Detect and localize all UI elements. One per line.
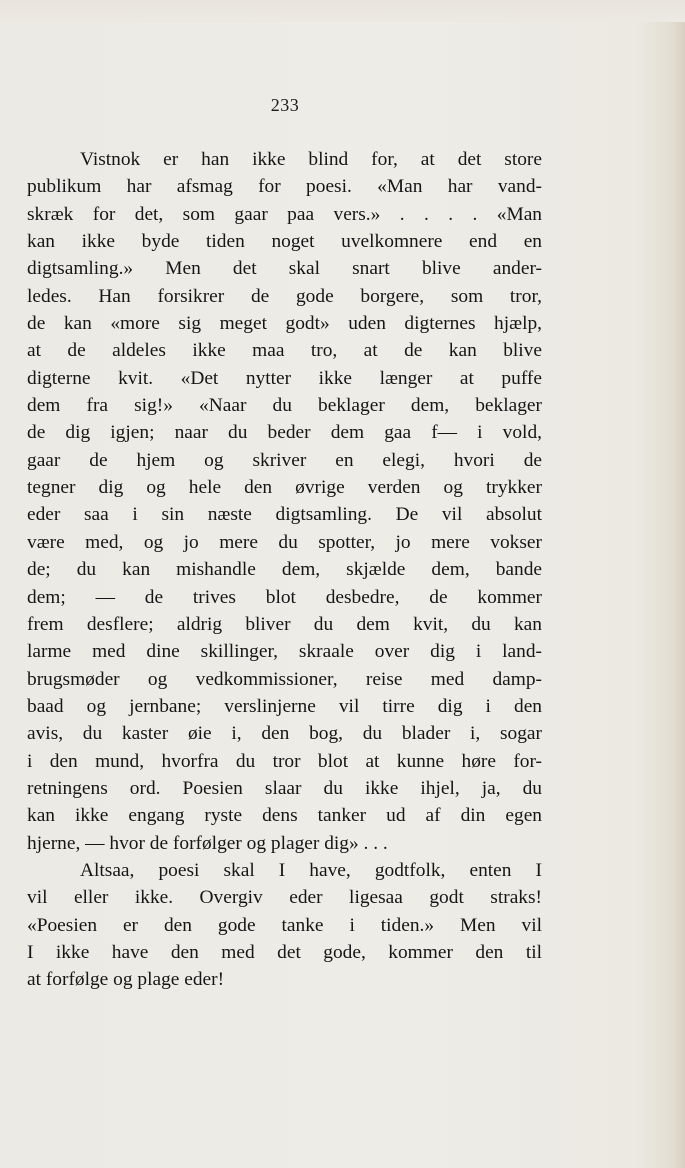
- text-line: i den mund, hvorfra du tror blot at kunne høre for-: [27, 750, 542, 772]
- text-line: skræk for det, som gaar paa vers.» . . . . «Man: [27, 203, 542, 225]
- paragraph-1-line-1: Vistnok er han ikke blind for, at det store: [80, 149, 542, 170]
- text-line: gaar de hjem og skriver en elegi, hvori de: [27, 449, 542, 471]
- text-line: «Poesien er den gode tanke i tiden.» Men vil: [27, 914, 542, 936]
- text-line: de kan «more sig meget godt» uden digternes hjælp,: [27, 313, 542, 335]
- text-line: vil eller ikke. Overgiv eder ligesaa godt straks!: [27, 887, 542, 909]
- text-line: retningens ord. Poesien slaar du ikke ihjel, ja, du: [27, 777, 542, 799]
- text-line: være med, og jo mere du spotter, jo mere vokser: [27, 531, 542, 553]
- page-top-edge: [0, 0, 685, 22]
- text-line: kan ikke byde tiden noget uvelkomnere end en: [27, 231, 542, 253]
- page-number: 233: [270, 95, 300, 115]
- text-line: digterne kvit. «Det nytter ikke længer at puffe: [27, 367, 542, 389]
- text-line: I ikke have den med det gode, kommer den til: [27, 941, 542, 963]
- text-line: baad og jernbane; verslinjerne vil tirre dig i den: [27, 695, 542, 717]
- text-line: larme med dine skillinger, skraale over dig i land-: [27, 641, 542, 663]
- text-line: dem fra sig!» «Naar du beklager dem, beklager: [27, 395, 542, 417]
- text-line: eder saa i sin næste digtsamling. De vil absolut: [27, 504, 542, 526]
- paragraph-1-last-line: hjerne, — hvor de forfølger og plager dig» . . .: [27, 832, 388, 854]
- text-line: de; du kan mishandle dem, skjælde dem, bande: [27, 559, 542, 581]
- text-line: kan ikke engang ryste dens tanker ud af din egen: [27, 805, 542, 827]
- text-line: brugsmøder og vedkommissioner, reise med damp-: [27, 668, 542, 690]
- text-line: de dig igjen; naar du beder dem gaa f— i vold,: [27, 422, 542, 444]
- paragraph-2-last-line: at forfølge og plage eder!: [27, 969, 225, 991]
- text-line: tegner dig og hele den øvrige verden og trykker: [27, 477, 542, 499]
- text-line: avis, du kaster øie i, den bog, du blader i, sogar: [27, 723, 542, 745]
- paragraph-2-line-1: Altsaa, poesi skal I have, godtfolk, enten I: [80, 859, 542, 881]
- text-line: digtsamling.» Men det skal snart blive ander-: [27, 258, 542, 280]
- text-line: publikum har afsmag for poesi. «Man har vand-: [27, 176, 542, 198]
- body-text: [27, 146, 542, 994]
- text-line: ledes. Han forsikrer de gode borgere, som tror,: [27, 285, 542, 307]
- text-line: at de aldeles ikke maa tro, at de kan blive: [27, 340, 542, 362]
- text-line: frem desflere; aldrig bliver du dem kvit, du kan: [27, 613, 542, 635]
- text-line: dem; — de trives blot desbedre, de kommer: [27, 586, 542, 608]
